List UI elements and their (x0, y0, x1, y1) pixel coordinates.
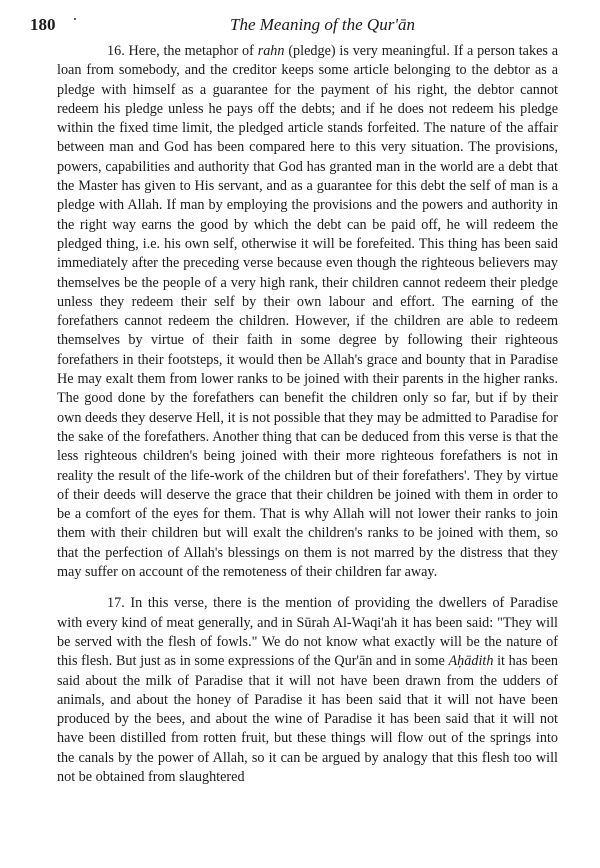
running-title: The Meaning of the Qur'ān (230, 15, 415, 34)
term-ahadith: Aḥādith (448, 653, 494, 670)
page-number: 180 (30, 15, 56, 34)
body-text (57, 42, 558, 787)
term-rahn: rahn (257, 43, 285, 59)
footnote-17-text-start: 17. In this verse, there is the mention of providing the dwellers of Paradise with every kind of meat generally, and in Sūrah Al-Waqi'ah it has been said: "They will be served with the flesh of fowls." We do not know what exactly will be the nature of this flesh. But just as in some expressions of the Qur'ān and in some (57, 595, 558, 670)
footnote-16-text-start: 16. Here, the metaphor of (107, 43, 258, 59)
print-speck (74, 18, 76, 20)
footnote-16 (57, 42, 558, 582)
footnote-16-text-rest: (pledge) is very meaningful. If a person takes a loan from somebody, and the creditor keeps some article belonging to the debtor as a pledge with himself as a guarantee for the payment of his right, the debtor cannot redeem his pledge unless he pays off the debts; and if he does not redeem his pledge within the fixed time limit, the pledged article stands forfeited. The nature of the affair between man and God has been compared here to this very situation. The provisions, powers, capabilities and authority that God has granted man in the world are a debt that the Master has given to His servant, and as a guarantee for this debt the self of man is a pledge with Allah. If man by employing the provisions and the powers and authority in the right way earns the good by which the debt can be paid off, he will redeem the pledged thing, i.e. his own self, otherwise it will be forefeited. This thing has been said immediately after the preceding verse because even though the righteous believers may themselves be the people of a very high rank, their children cannot redeem their pledge unless they redeem their self by their own labour and effort. The earning of the forefathers cannot redeem the children. However, if the children are able to redeem themselves by virtue of their faith in some degree by following their righteous forefathers in their footsteps, it would then be Allah's grace and bounty that in Paradise He may exalt them from lower ranks to be joined with their parents in the higher ranks. The good done by the forefathers can benefit the children only so far, but if by their own deeds they deserve Hell, it is not possible that they may be admitted to Paradise for the sake of the forefathers. Another thing that can be deduced from this verse is that the less righteous children's being joined with their more righteous forefathers is not in reality the result of the life-work of the children but of their forefathers'. They by virtue of their deeds will deserve the grace that their children be joined with them in order to be a comfort of the eyes for them. That is why Allah will not lower their ranks to join them with their children but will exalt the children's ranks to be joined with them, so that the perfection of Allah's blessings on them is not marred by the distress that they may suffer on account of the remoteness of their children far away. (57, 43, 558, 581)
footnote-17-text-rest: it has been said about the milk of Paradise that it will not have been drawn from the udders of animals, and about the honey of Paradise it has been said that it will not have been produced by the bees, and about the wine of Paradise it has been said that it will not have been distilled from rotten fruit, but these things will flow out of the springs into the canals by the power of Allah, so it can be argued by analogy that this flesh too will not be obtained from slaughtered (57, 653, 558, 785)
page-header (30, 14, 556, 36)
footnote-17 (57, 594, 558, 787)
